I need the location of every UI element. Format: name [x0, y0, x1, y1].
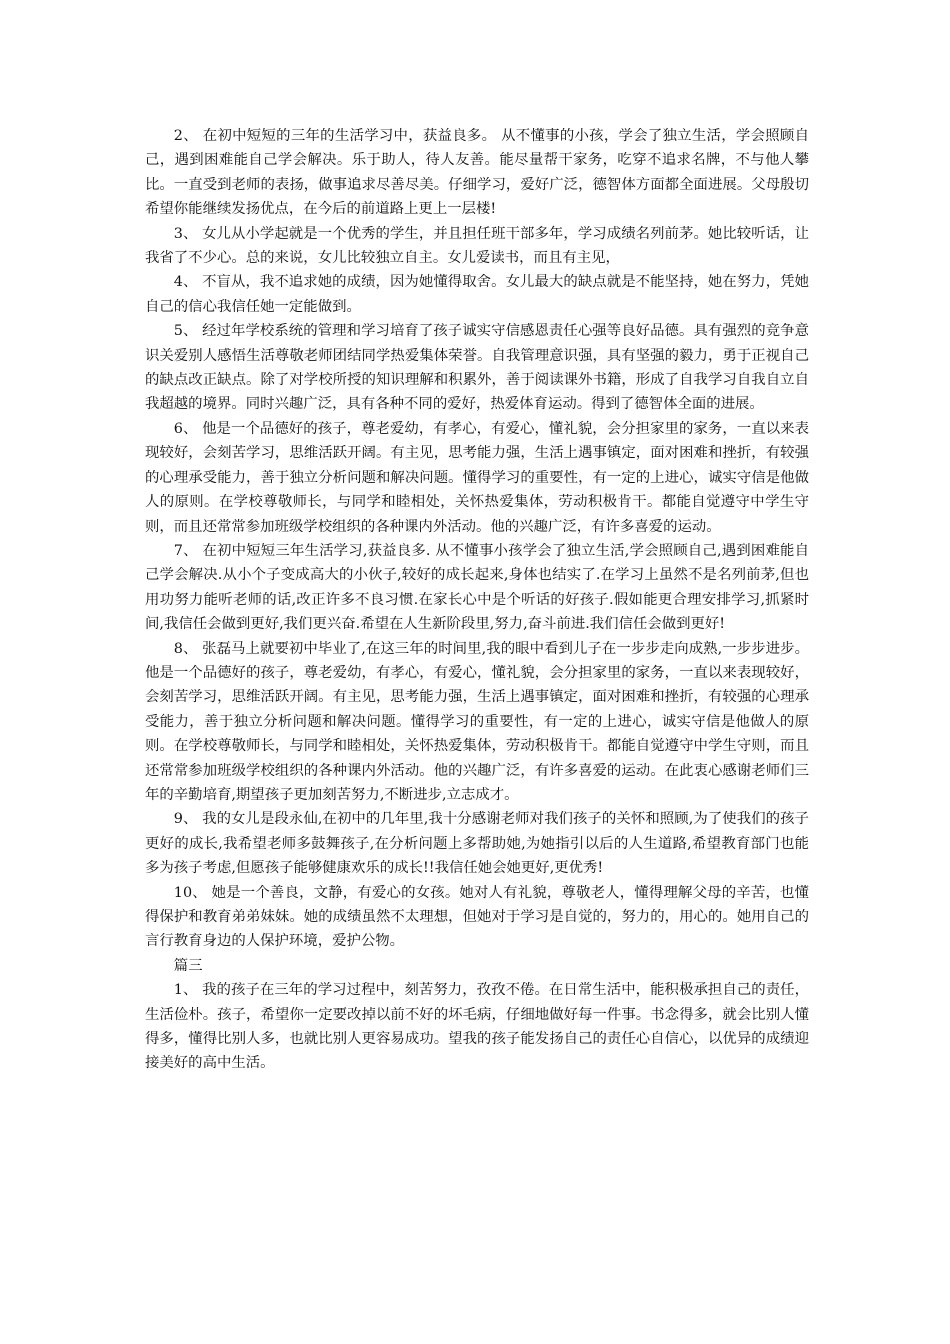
- document-body: [145, 124, 809, 1076]
- paragraph-5: 5、 经过年学校系统的管理和学习培育了孩子诚实守信感恩责任心强等良好品德。具有强烈的竞争意识关爱别人感悟生活尊敬老师团结同学热爱集体荣誉。自我管理意识强，具有坚强的毅力，勇于正视自己的缺点改正缺点。除了对学校所授的知识理解和积累外，善于阅读课外书籍，形成了自我学习自我自立自我超越的境界。同时兴趣广泛，具有各种不同的爱好，热爱体育运动。得到了德智体全面的进展。: [145, 323, 809, 413]
- paragraph-3: 3、 女儿从小学起就是一个优秀的学生，并且担任班干部多年，学习成绩名列前茅。她比较听话，让我省了不少心。总的来说，女儿比较独立自主。女儿爱读书，而且有主见，: [145, 225, 809, 267]
- paragraph-9: 9、 我的女儿是段永仙,在初中的几年里,我十分感谢老师对我们孩子的关怀和照顾,为了使我们的孩子更好的成长,我希望老师多鼓舞孩子,在分析问题上多帮助她,为她指引以后的人生道路,希望教育部门也能多为孩子考虑,但愿孩子能够健康欢乐的成长!!我信任她会她更好,更优秀!: [145, 811, 809, 877]
- paragraph-10: 10、 她是一个善良，文静，有爱心的女孩。她对人有礼貌，尊敬老人，懂得理解父母的辛苦，也懂得保护和教育弟弟妹妹。她的成绩虽然不太理想，但她对于学习是自觉的，努力的，用心的。她用自己的言行教育身边的人保护环境，爱护公物。: [145, 884, 809, 950]
- section-heading: 篇三: [173, 957, 203, 974]
- section-paragraph-1: 1、 我的孩子在三年的学习过程中，刻苦努力，孜孜不倦。在日常生活中，能积极承担自己的责任，生活俭朴。孩子，希望你一定要改掉以前不好的坏毛病，仔细地做好每一件事。书念得多，就会比别人懂得多，懂得比别人多，也就比别人更容易成功。望我的孩子能发扬自己的责任心自信心，以优异的成绩迎接美好的高中生活。: [145, 982, 809, 1072]
- paragraph-4: 4、 不盲从，我不追求她的成绩，因为她懂得取舍。女儿最大的缺点就是不能坚持，她在努力，凭她自己的信心我信任她一定能做到。: [145, 274, 809, 315]
- paragraph-7: 7、 在初中短短三年生活学习,获益良多. 从不懂事小孩学会了独立生活,学会照顾自己,遇到困难能自己学会解决.从小个子变成高大的小伙子,较好的成长起来,身体也结实了.在学习上虽然不是名列前茅,但也用功努力能听老师的话,改正许多不良习惯.在家长心中是个听话的好孩子.假如能更合理安排学习,抓紧时间,我信任会做到更好,我们更兴奋.希望在人生新阶段里,努力,奋斗前进.我们信任会做到更好!: [145, 542, 809, 633]
- paragraph-8: 8、 张磊马上就要初中毕业了,在这三年的时间里,我的眼中看到儿子在一步步走向成熟,一步步进步。 他是一个品德好的孩子，尊老爱幼，有孝心，有爱心，懂礼貌，会分担家里的家务，一直以来表现较好，会刻苦学习，思维活跃开阔。有主见，思考能力强，生活上遇事镇定，面对困难和挫折，有较强的心理承受能力，善于独立分析问题和解决问题。懂得学习的重要性，有一定的上进心，诚实守信是他做人的原则。在学校尊敬师长，与同学和睦相处，关怀热爱集体，劳动积极肯干。都能自觉遵守中学生守则，而且还常常参加班级学校组织的各种课内外活动。他的兴趣广泛，有许多喜爱的运动。在此衷心感谢老师们三年的辛勤培育,期望孩子更加刻苦努力,不断进步,立志成才。: [145, 640, 809, 803]
- paragraph-2: 2、 在初中短短的三年的生活学习中，获益良多。 从不懂事的小孩，学会了独立生活，学会照顾自己，遇到困难能自己学会解决。乐于助人，待人友善。能尽量帮干家务，吃穿不追求名牌，不与他人攀比。一直受到老师的表扬，做事追求尽善尽美。仔细学习，爱好广泛，德智体方面都全面进展。父母殷切希望你能继续发扬优点，在今后的前道路上更上一层楼!: [145, 128, 809, 218]
- paragraph-6: 6、 他是一个品德好的孩子，尊老爱幼，有孝心，有爱心，懂礼貌，会分担家里的家务，一直以来表现较好，会刻苦学习，思维活跃开阔。有主见，思考能力强，生活上遇事镇定，面对困难和挫折，有较强的心理承受能力，善于独立分析问题和解决问题。懂得学习的重要性，有一定的上进心，诚实守信是他做人的原则。在学校尊敬师长，与同学和睦相处，关怀热爱集体，劳动积极肯干。都能自觉遵守中学生守则，而且还常常参加班级学校组织的各种课内外活动。他的兴趣广泛，有许多喜爱的运动。: [145, 420, 809, 535]
